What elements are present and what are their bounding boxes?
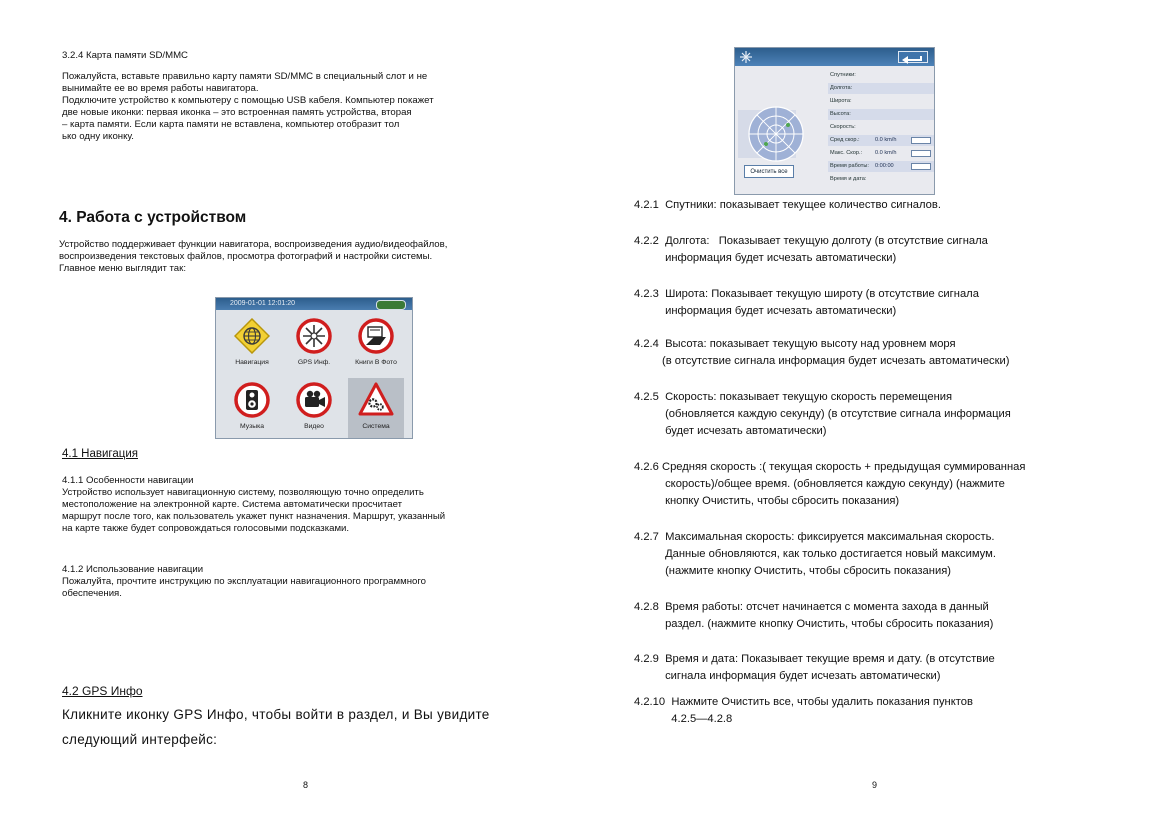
gps-row-label: Спутники: — [830, 72, 856, 78]
main-menu-screenshot — [215, 297, 413, 439]
gps-row — [828, 122, 934, 133]
text-line: обеспечения. — [62, 588, 122, 599]
video-camera-icon — [296, 382, 332, 418]
menu-item-books-photo[interactable] — [348, 314, 404, 374]
back-arrow-icon — [899, 55, 927, 65]
item-4-2-8: 4.2.8 Время работы: отсчет начинается с момента захода в данный раздел. (нажмите кнопку Очистить, чтобы сбросить показания) — [634, 601, 994, 630]
gps-title-bar — [735, 48, 934, 66]
gears-warning-icon — [358, 382, 394, 418]
gps-row — [828, 96, 934, 107]
nav-features-heading: 4.1.1 Особенности навигации — [62, 475, 194, 486]
gps-row-label: Скорость: — [830, 124, 856, 130]
book-photo-icon — [358, 318, 394, 354]
menu-item-system[interactable] — [348, 378, 404, 438]
gps-row-label: Широта: — [830, 98, 852, 104]
nav-usage-heading: 4.1.2 Использование навигации — [62, 564, 204, 575]
clear-button[interactable] — [911, 163, 931, 170]
text-line: вынимайте ее во время работы навигатора. — [62, 83, 259, 94]
satellite-sky-icon — [745, 103, 807, 165]
gps-row-value: 0.0 km/h — [875, 150, 897, 156]
menu-item-label: GPS Инф. — [297, 359, 331, 366]
gps-row-label: Сред скор.: — [830, 137, 860, 143]
battery-icon — [376, 300, 406, 310]
item-4-2-9: 4.2.9 Время и дата: Показывает текущие время и дату. (в отсутствие сигнала информация будет исчезать автоматически) — [634, 653, 995, 682]
text-line: на карте также будет сопровождаться голосовыми подсказками. — [62, 523, 350, 534]
satellite-star-icon — [296, 318, 332, 354]
gps-info-paragraph — [62, 702, 490, 752]
menu-item-music[interactable] — [224, 378, 280, 438]
gps-row — [828, 109, 934, 120]
menu-item-label: Система — [362, 423, 390, 430]
text-line: Устройство использует навигационную систему, позволяющую точно определить — [62, 487, 424, 498]
text-line: Кликните иконку GPS Инфо, чтобы войти в раздел, и Вы увидите — [62, 707, 490, 722]
text-line: Подключите устройство к компьютеру с помощью USB кабеля. Компьютер покажет — [62, 95, 434, 106]
gps-row-value: 0:00:00 — [875, 163, 894, 169]
back-button[interactable] — [898, 51, 928, 63]
item-4-2-2: 4.2.2 Долгота: Показывает текущую долготу (в отсутствие сигнала информация будет исчезать автоматически) — [634, 235, 988, 264]
clear-button[interactable] — [911, 137, 931, 144]
gps-row — [828, 148, 934, 159]
page-number-left: 8 — [303, 780, 309, 790]
menu-datetime: 2009-01-01 12:01:20 — [230, 300, 295, 307]
text-line: Устройство поддерживает функции навигатора, воспроизведения аудио/видеофайлов, — [59, 239, 448, 250]
gps-row-label: Высота: — [830, 111, 851, 117]
sd-card-heading: 3.2.4 Карта памяти SD/MMC — [62, 50, 188, 61]
gps-row — [828, 70, 934, 81]
gps-row — [828, 135, 934, 146]
item-4-2-6: 4.2.6 Средняя скорость :( текущая скорость + предыдущая суммированная скорость)/общее время. (обновляется каждую секунду) (нажмите кнопку Очистить, чтобы сбросить показания) — [634, 461, 1026, 507]
gps-row-label: Время и дата: — [830, 176, 867, 182]
speaker-icon — [234, 382, 270, 418]
satellite-icon — [740, 51, 752, 63]
text-line: – карта памяти. Если карта памяти не вставлена, компьютер отобразит тол — [62, 119, 400, 130]
item-4-2-3: 4.2.3 Широта: Показывает текущую широту (в отсутствие сигнала информация будет исчезать автоматически) — [634, 288, 979, 317]
item-4-2-1: 4.2.1 Спутники: показывает текущее количество сигналов. — [634, 199, 941, 211]
text-line: местоположение на электронной карте. Система автоматически просчитает — [62, 499, 402, 510]
gps-info-screenshot — [734, 47, 935, 195]
text-line: Главное меню выглядит так: — [59, 263, 186, 274]
intro-paragraph — [59, 239, 447, 275]
text-line: маршрут после того, как пользователь укажет пункт назначения. Маршрут, указанный — [62, 511, 446, 522]
text-line: следующий интерфейс: — [62, 732, 218, 747]
gps-row — [828, 174, 934, 185]
text-line: две новые иконки: первая иконка – это встроенная память устройства, вторая — [62, 107, 412, 118]
gps-row-value: 0.0 km/h — [875, 137, 897, 143]
item-4-2-4: 4.2.4 Высота: показывает текущую высоту над уровнем моря (в отсутствие сигнала информация будет исчезать автоматически) — [634, 338, 1010, 367]
text-line: Пожалуйста, вставьте правильно карту памяти SD/MMC в специальный слот и не — [62, 71, 428, 82]
menu-status-bar — [216, 298, 412, 310]
page-number-right: 9 — [872, 780, 878, 790]
menu-item-label: Навигация — [235, 359, 269, 366]
menu-item-label: Музыка — [239, 423, 265, 430]
clear-all-button[interactable]: Очистить все — [744, 165, 794, 178]
gps-row-label: Долгота: — [830, 85, 853, 91]
item-4-2-10: 4.2.10 Нажмите Очистить все, чтобы удалить показания пунктов 4.2.5—4.2.8 — [634, 696, 973, 725]
navigation-heading: 4.1 Навигация — [62, 448, 138, 460]
gps-row — [828, 83, 934, 94]
sd-card-paragraph — [62, 71, 434, 143]
section-title: 4. Работа с устройством — [59, 209, 247, 226]
item-4-2-7: 4.2.7 Максимальная скорость: фиксируется максимальная скорость. Данные обновляются, как только достигается новый максимум. (нажмите кнопку Очистить, чтобы сбросить показания) — [634, 531, 996, 577]
clear-button[interactable] — [911, 150, 931, 157]
menu-item-gps-info[interactable] — [286, 314, 342, 374]
menu-item-label: Книги В Фото — [355, 359, 397, 366]
text-line: Пожалуйта, прочтите инструкцию по эксплуатации навигационного программного — [62, 576, 426, 587]
gps-row-label: Макс. Скор.: — [830, 150, 863, 156]
menu-item-navigation[interactable] — [224, 314, 280, 374]
text-line: воспроизведения текстовых файлов, просмотра фотографий и настройки системы. — [59, 251, 433, 262]
text-line: ько одну иконку. — [62, 131, 134, 142]
menu-item-label: Видео — [304, 423, 324, 430]
gps-info-heading: 4.2 GPS Инфо — [62, 684, 143, 698]
gps-row — [828, 161, 934, 172]
nav-usage-paragraph — [62, 576, 426, 600]
globe-icon — [234, 318, 270, 354]
gps-row-label: Время работы: — [830, 163, 869, 169]
menu-item-video[interactable] — [286, 378, 342, 438]
item-4-2-5: 4.2.5 Скорость: показывает текущую скорость перемещения (обновляется каждую секунду) (в отсутствие сигнала информация будет исчезать автоматически) — [634, 391, 1011, 437]
nav-features-paragraph — [62, 487, 445, 535]
